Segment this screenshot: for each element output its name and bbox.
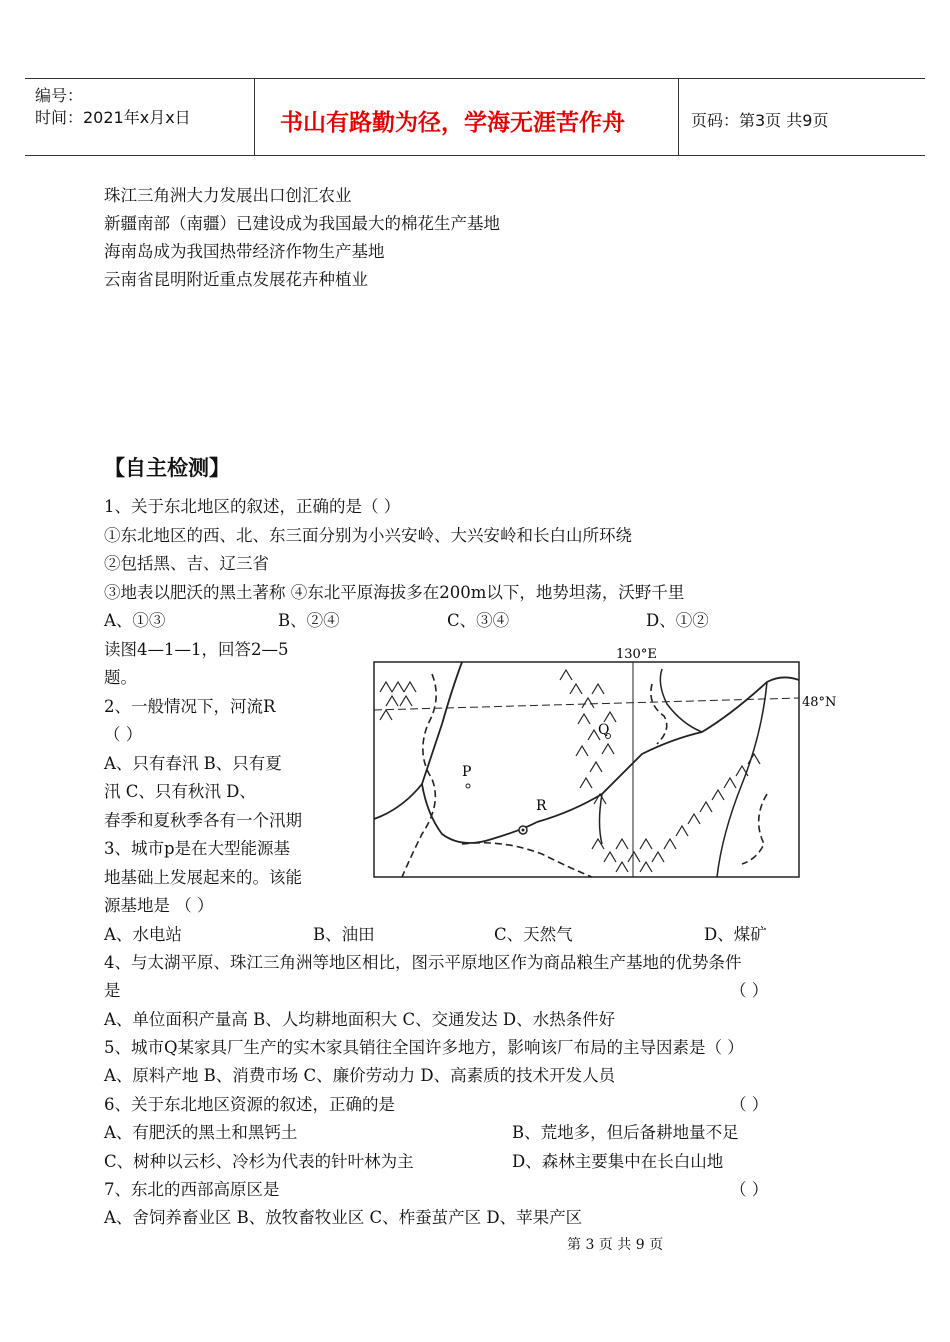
map-frame — [374, 662, 799, 877]
boundary-north — [651, 684, 667, 744]
q3-option-b: B、油田 — [313, 925, 375, 944]
q1-statement-3: ③地表以肥沃的黑土著称 ④东北平原海拔多在200m以下，地势坦荡，沃野千里 — [104, 583, 685, 602]
q3-option-d: D、煤矿 — [704, 925, 767, 944]
q4-options: A、单位面积产量高 B、人均耕地面积大 C、交通发达 D、水热条件好 — [104, 1010, 616, 1029]
q1-option-d: D、①② — [646, 611, 709, 630]
doc-number-label: 编号： — [35, 86, 84, 105]
mountains-da-xinganling — [380, 682, 416, 720]
q6-option-a: A、有肥沃的黑土和黑钙土 — [104, 1123, 298, 1142]
section-title: 【自主检测】 — [104, 456, 230, 480]
header-motto: 书山有路勤为径，学海无涯苦作舟 — [280, 109, 625, 136]
q1-option-b: B、②④ — [278, 611, 340, 630]
q1-statement-2: ②包括黑、吉、辽三省 — [104, 554, 269, 573]
q3-option-c: C、天然气 — [494, 925, 573, 944]
intro-line-4: 云南省昆明附近重点发展花卉种植业 — [104, 270, 368, 289]
q4-stem-2: 是 — [104, 981, 121, 1000]
boundary-east — [742, 794, 767, 864]
q6-paren: （ ） — [730, 1095, 769, 1114]
q5-options: A、原料产地 B、消费市场 C、廉价劳动力 D、高素质的技术开发人员 — [104, 1066, 616, 1085]
river-r-lower — [422, 784, 537, 843]
city-q-label: Q — [598, 722, 610, 738]
river-r-label: R — [536, 798, 547, 814]
city-p-label: P — [462, 764, 472, 780]
read-map-line-2: 题。 — [104, 668, 137, 687]
q2-paren: （ ） — [104, 725, 143, 744]
boundary-south — [462, 843, 592, 877]
header-bottom-rule — [25, 155, 925, 156]
page-code: 页码：第3页 共9页 — [691, 111, 829, 130]
river-ussuri — [717, 682, 767, 877]
q3-line-3: 源基地是 （ ） — [104, 896, 214, 915]
q1-option-c: C、③④ — [447, 611, 510, 630]
q2-stem: 2、一般情况下，河流R — [104, 697, 276, 716]
parallel-label: 48°N — [802, 695, 837, 710]
q3-line-2: 地基础上发展起来的。该能 — [104, 868, 302, 887]
city-p-marker — [466, 784, 470, 788]
header-divider-2 — [678, 78, 679, 156]
river-north-west — [374, 662, 462, 819]
page-footer: 第 3 页 共 9 页 — [567, 1237, 664, 1253]
q7-options: A、舍饲养畜业区 B、放牧畜牧业区 C、柞蚕茧产区 D、苹果产区 — [104, 1208, 583, 1227]
q6-option-d: D、森林主要集中在长白山地 — [512, 1152, 724, 1171]
q3-line-1: 3、城市p是在大型能源基 — [104, 839, 291, 858]
q5-stem: 5、城市Q某家具厂生产的实木家具销往全国许多地方，影响该厂布局的主导因素是（ ） — [104, 1038, 744, 1057]
q4-paren: （ ） — [730, 981, 769, 1000]
intro-line-3: 海南岛成为我国热带经济作物生产基地 — [104, 242, 385, 261]
boundary-west — [402, 674, 436, 877]
river-tributary-south — [600, 794, 603, 844]
doc-time-label: 时间：2021年x月x日 — [35, 108, 191, 127]
header-table — [25, 78, 925, 156]
header-divider-1 — [254, 78, 255, 156]
q3-option-a: A、水电站 — [104, 925, 182, 944]
intro-line-2: 新疆南部（南疆）已建设成为我国最大的棉花生产基地 — [104, 214, 500, 233]
river-tributary-north — [660, 669, 702, 732]
mountains-changbai — [592, 754, 760, 872]
q6-option-b: B、荒地多，但后备耕地量不足 — [512, 1123, 739, 1142]
q2-options-line-1: A、只有春汛 B、只有夏 — [104, 754, 282, 773]
q2-options-line-3: 春季和夏秋季各有一个汛期 — [104, 811, 302, 830]
q1-stem: 1、关于东北地区的叙述，正确的是（ ） — [104, 497, 401, 516]
intro-line-1: 珠江三角洲大力发展出口创汇农业 — [104, 186, 352, 205]
q7-paren: （ ） — [730, 1180, 769, 1199]
q1-option-a: A、①③ — [104, 611, 166, 630]
read-map-line-1: 读图4—1—1，回答2—5 — [104, 640, 289, 659]
river-r-city-dot — [522, 829, 525, 832]
q6-stem: 6、关于东北地区资源的叙述，正确的是 — [104, 1095, 395, 1114]
northeast-map — [372, 644, 850, 880]
q4-stem: 4、与太湖平原、珠江三角洲等地区相比，图示平原地区作为商品粮生产基地的优势条件 — [104, 953, 742, 972]
q6-option-c: C、树种以云杉、冷杉为代表的针叶林为主 — [104, 1152, 414, 1171]
q7-stem: 7、东北的西部高原区是 — [104, 1180, 280, 1199]
meridian-label: 130°E — [616, 647, 657, 662]
header-top-rule — [25, 78, 925, 79]
q1-statement-1: ①东北地区的西、北、东三面分别为小兴安岭、大兴安岭和长白山所环绕 — [104, 526, 632, 545]
q2-options-line-2: 汛 C、只有秋汛 D、 — [104, 782, 256, 801]
